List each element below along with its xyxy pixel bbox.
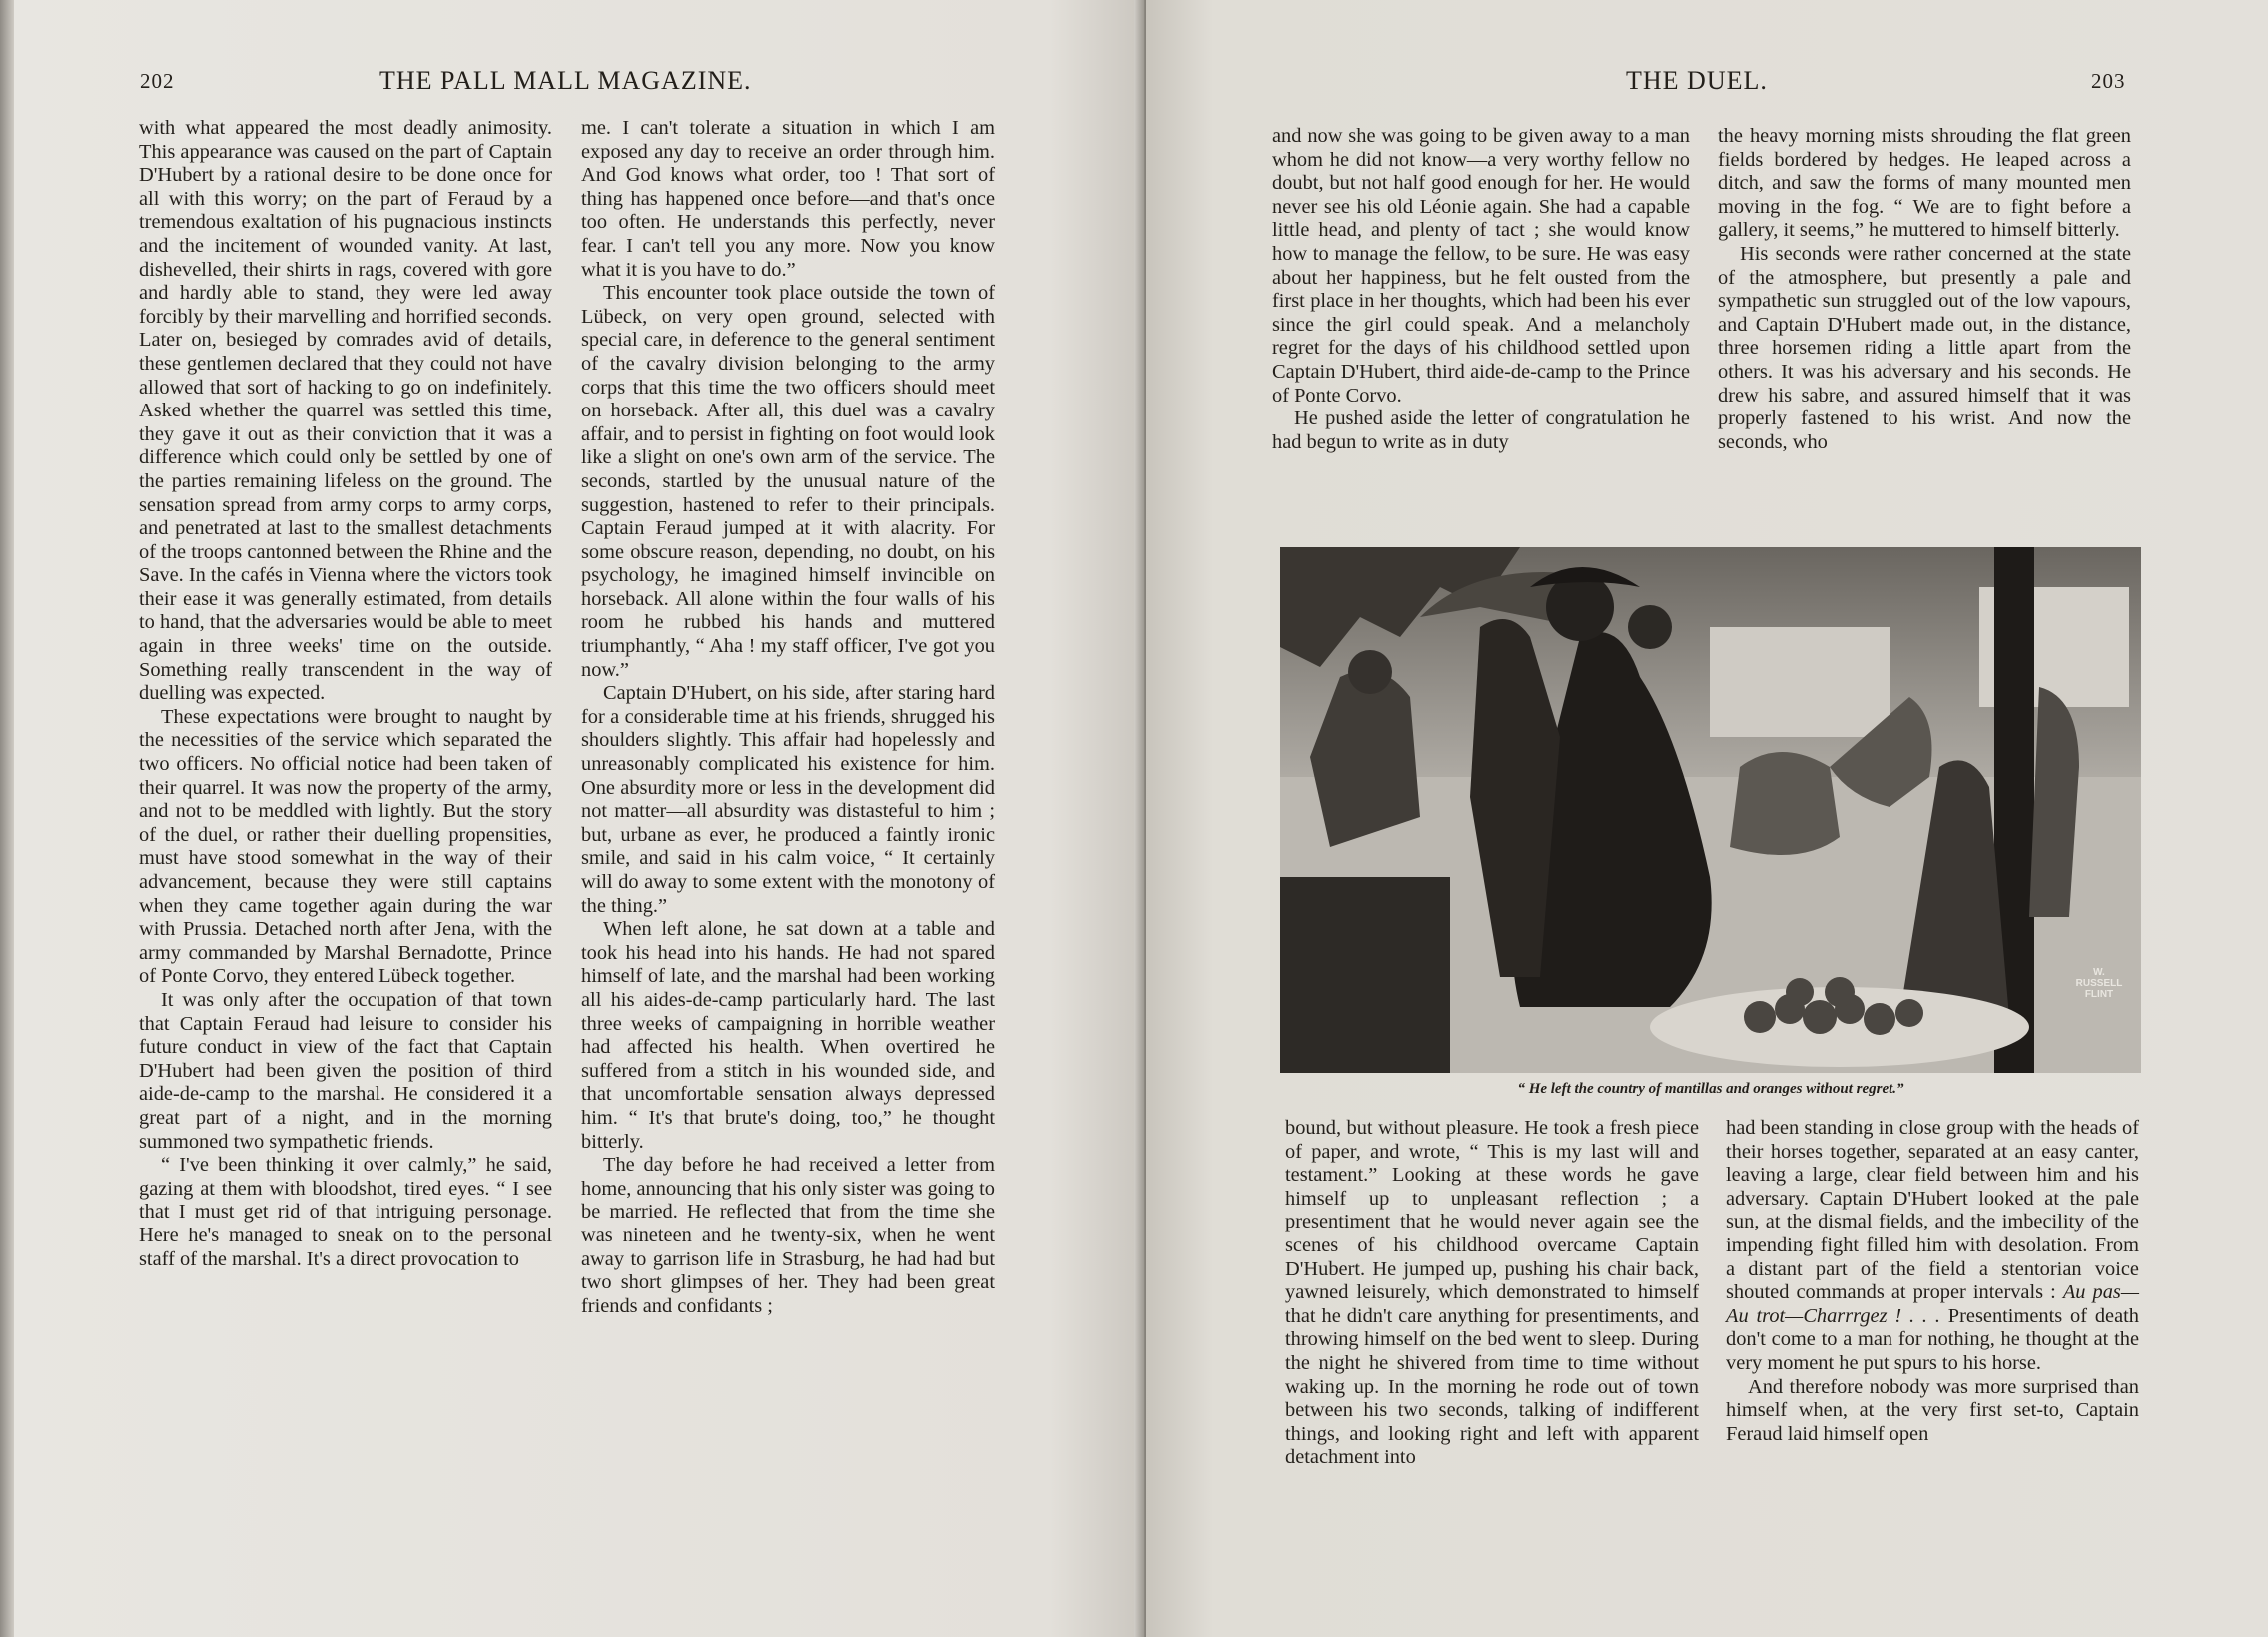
- paragraph: the heavy morning mists shrouding the flat green fields bordered by hedges. He leaped across a ditch, and saw the forms of many mounted men moving in the fog. “ We are to fight before a gallery, it seems,” he muttered to himself bitterly.: [1718, 125, 2131, 242]
- command-text: Au pas—Au trot—Charrrgez ! . . .: [1726, 1281, 2139, 1327]
- left-column-1: [139, 117, 552, 1271]
- right-column-4: [1726, 1117, 2139, 1446]
- artist-signature: W. RUSSELL FLINT: [2075, 967, 2123, 1000]
- page-edge: [0, 0, 14, 1637]
- paragraph: with what appeared the most deadly animosity. This appearance was caused on the part of Captain D'Hubert by a rational desire to be done once for all with this worry; on the part of Feraud by a tremendous exaltation of his pugnacious instincts and the incitement of wounded vanity. At last, dishevelled, their shirts in rags, covered with gore and hardly able to stand, they were led away forcibly by their marvelling and horrified seconds. Later on, besieged by comrades avid of details, these gentlemen declared that they could not have allowed that sort of hacking to go on indefinitely. Asked whether the quarrel was settled this time, they gave it out as their conviction that it was a difference which could only be settled by one of the parties remaining lifeless on the ground. The sensation spread from army corps to army corps, and penetrated at last to the smallest detachments of the troops cantonned between the Rhine and the Save. In the cafés in Vienna where the victors took their ease it was generally estimated, from details to hand, that the adversaries would be able to meet again in three weeks' time on the outside. Something really transcendent in the way of duelling was expected.: [139, 117, 553, 705]
- illustration-drawing: [1280, 547, 2141, 1073]
- paragraph: bound, but without pleasure. He took a fresh piece of paper, and wrote, “ This is my last will and testament.” Looking at these words he gave himself up to unpleasant reflection ; a presentiment that he would never again see the scenes of his childhood overcame Captain D'Hubert. He jumped up, pushing his chair back, yawned leisurely, which demonstrated to himself that he didn't care anything for presentiments, and throwing himself on the bed went to sleep. During the night he shivered from time to time without waking up. In the morning he rode out of town between his two seconds, talking of indifferent things, and looking right and left with apparent detachment into: [1285, 1117, 1699, 1469]
- paragraph: This encounter took place outside the town of Lübeck, on very open ground, selected with special care, in deference to the general sentiment of the cavalry division belonging to the army corps that this time the two officers should meet on horseback. After all, this duel was a cavalry affair, and to persist in fighting on foot would look like a slight on one's own arm of the service. The seconds, startled by the unusual nature of the suggestion, hastened to refer to their principals. Captain Feraud jumped at it with alacrity. For some obscure reason, depending, no doubt, on his psychology, he imagined himself invincible on horseback. All alone within the four walls of his room he rubbed his hands and muttered triumphantly, “ Aha ! my staff officer, I've got you now.”: [581, 282, 995, 681]
- left-running-head: THE PALL MALL MAGAZINE.: [379, 66, 752, 95]
- illustration-caption: “ He left the country of mantillas and oranges without regret.”: [1517, 1081, 1904, 1097]
- left-folio: 202: [140, 69, 175, 93]
- paragraph: His seconds were rather concerned at the state of the atmosphere, but presently a pale and sympathetic sun struggled out of the low vapours, and Captain D'Hubert made out, in the distance, three horsemen riding a little apart from the others. It was his adversary and his seconds. He drew his sabre, and assured himself that it was properly fastened to his wrist. And now the seconds, who: [1718, 242, 2131, 453]
- left-column-2: [581, 117, 995, 1318]
- paragraph: When left alone, he sat down at a table and took his head into his hands. He had not spared himself of late, and the marshal had been working all his aides-de-camp particularly hard. The last three weeks of campaigning in horrible weather had affected his health. When overtired he suffered from a stitch in his wounded side, and that uncomfortable sensation always depressed him. “ It's that brute's doing, too,” he thought bitterly.: [581, 918, 995, 1153]
- right-column-3: [1285, 1117, 1699, 1470]
- paragraph: “ I've been thinking it over calmly,” he said, gazing at them with bloodshot, tired eyes. “ I see that I must get rid of that intriguing personage. Here he's managed to sneak on to the personal staff of the marshal. It's a direct provocation to: [139, 1154, 552, 1270]
- right-column-1: [1272, 125, 1690, 454]
- right-running-head: THE DUEL.: [1626, 66, 1768, 95]
- illustration: [1280, 547, 2141, 1073]
- paragraph: Captain D'Hubert, on his side, after staring hard for a considerable time at his friends, shrugged his shoulders slightly. This affair had hopelessly and unreasonably complicated his existence for him. One absurdity more or less in the development did not matter—all absurdity was distasteful to him ; but, urbane as ever, he produced a faintly ironic smile, and said in his calm voice, “ It certainly will do away to some extent with the monotony of the thing.”: [581, 682, 995, 917]
- paragraph: He pushed aside the letter of congratulation he had begun to write as in duty: [1272, 408, 1690, 453]
- text-run: Presentiments of death don't come to a man for nothing, he thought at the very moment he put spurs to his horse.: [1726, 1304, 2139, 1374]
- paragraph: The day before he had received a letter from home, announcing that his only sister was going to be married. He reflected that from the time she was nineteen and he twenty-six, when he went away to garrison life in Strasburg, he had had but two short glimpses of her. They had been great friends and confidants ;: [581, 1154, 995, 1317]
- text-run: had been standing in close group with the heads of their horses together, separated at an easy canter, leaving a large, clear field between him and his adversary. Captain D'Hubert looked at the pale sun, at the dismal fields, and the imbecility of the impending fight filled him with desolation. From a distant part of the field a stentorian voice shouted commands at proper intervals :: [1726, 1117, 2139, 1304]
- paragraph: It was only after the occupation of that town that Captain Feraud had leisure to consider his future conduct in view of the fact that Captain D'Hubert had been given the position of third aide-de-camp to the marshal. He considered it a great part of a night, and in the morning summoned two sympathetic friends.: [139, 988, 552, 1153]
- paragraph: [1726, 1117, 2139, 1376]
- paragraph: These expectations were brought to naught by the necessities of the service which separated the two officers. No official notice had been taken of their quarrel. It was now the property of the army, and not to be meddled with lightly. But the story of the duel, or rather their duelling propensities, must have stood somewhat in the way of their advancement, because they were still captains when they came together again during the war with Prussia. Detached north after Jena, with the army commanded by Marshal Bernadotte, Prince of Ponte Corvo, they entered Lübeck together.: [139, 705, 552, 988]
- paragraph: me. I can't tolerate a situation in which I am exposed any day to receive an order through him. And God knows what order, too ! That sort of thing has happened once before—and that's once too often. He understands this perfectly, never fear. I can't tell you any more. Now you know what it is you have to do.”: [581, 117, 995, 281]
- paragraph: And therefore nobody was more surprised than himself when, at the very first set-to, Captain Feraud laid himself open: [1726, 1375, 2139, 1445]
- right-column-2: [1718, 125, 2131, 454]
- paragraph: and now she was going to be given away to a man whom he did not know—a very worthy fellow no doubt, but not half good enough for her. He would never see his old Léonie again. She had a capable little head, and plenty of tact ; she would know how to manage the fellow, to be sure. He was easy about her happiness, but he felt ousted from the first place in her thoughts, which had been his ever since the girl could speak. And a melancholy regret for the days of his childhood settled upon Captain D'Hubert, third aide-de-camp to the Prince of Ponte Corvo.: [1272, 125, 1690, 407]
- right-folio: 203: [2091, 69, 2126, 93]
